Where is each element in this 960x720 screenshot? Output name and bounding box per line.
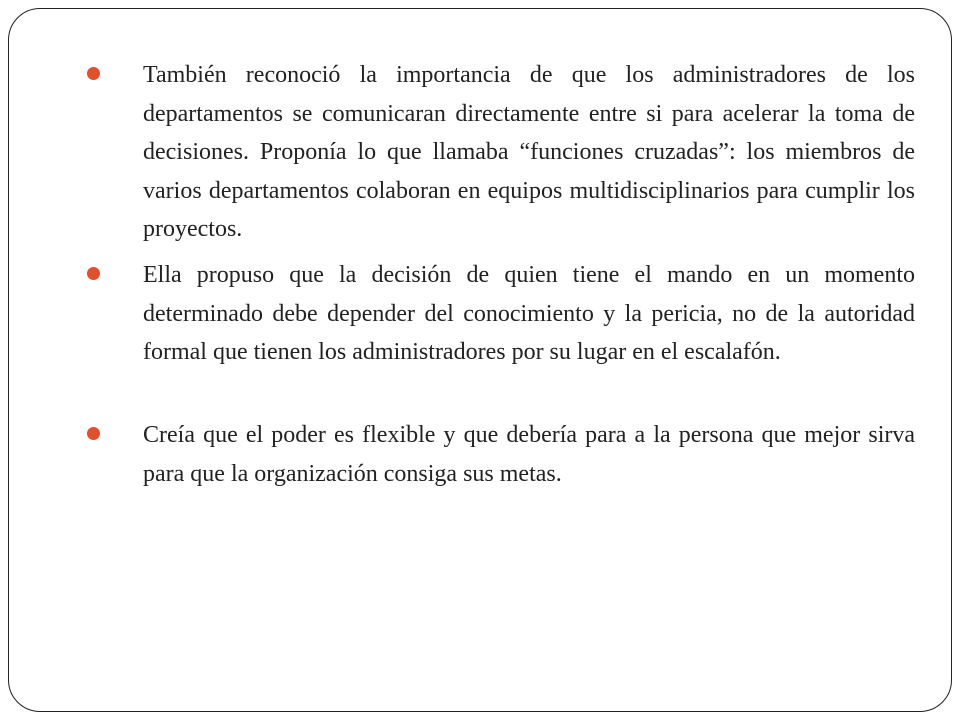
bullet-text: Creía que el poder es flexible y que debería para a la persona que mejor sirva para que la organización consiga sus metas. xyxy=(143,422,915,487)
bullet-item xyxy=(115,256,915,372)
bullet-text: También reconoció la importancia de que los administradores de los departamentos se comunicaran directamente entre si para acelerar la toma de decisiones. Proponía lo que llamaba “funciones cruzadas”: los miembros de varios departamentos colaboran en equipos multidisciplinarios para cumplir los proyectos. xyxy=(143,62,915,242)
bullet-text: Ella propuso que la decisión de quien tiene el mando en un momento determinado debe depender del conocimiento y la pericia, no de la autoridad formal que tienen los administradores por su lugar en el escalafón. xyxy=(143,262,915,365)
bullet-dot-icon xyxy=(87,267,100,280)
bullet-item xyxy=(115,56,915,249)
bullet-dot-icon xyxy=(87,67,100,80)
slide-frame xyxy=(8,8,952,712)
bullet-item xyxy=(115,416,915,493)
bullet-dot-icon xyxy=(87,427,100,440)
